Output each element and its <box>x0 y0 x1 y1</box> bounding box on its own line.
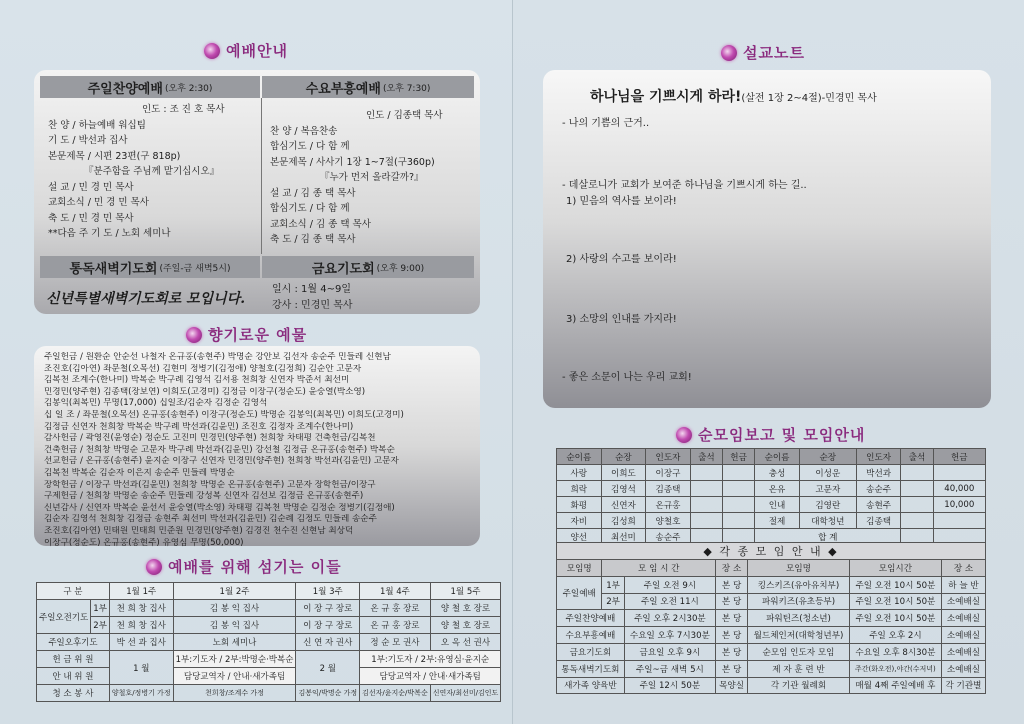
table-row <box>557 497 986 513</box>
table-cell: 1월 1주 <box>109 583 173 600</box>
offering-list <box>44 352 474 549</box>
table-cell: 김성희 <box>601 513 646 529</box>
table-cell: 인도자 <box>646 449 691 465</box>
swirl-icon <box>146 559 162 575</box>
table-cell: 담당교역자 / 안내·새가족팀 <box>173 668 296 685</box>
offering-line: 김정금 신연자 천희창 박복순 박구례 박선과(김윤민) 조진호 김정자 조계수(한나미) <box>44 421 354 432</box>
offering-line: 건축헌금 / 천희창 박명순 고문자 박구례 박선과(김윤민) 강선철 김정금 온규홍(송현주) 박복순 <box>44 444 395 455</box>
sermon-point: - 나의 기쁨의 근거.. <box>562 118 650 129</box>
table-cell: 모 임 시 간 <box>602 560 716 577</box>
table-cell <box>901 481 933 497</box>
offering-line: 감사헌금 / 곽영진(윤영순) 정순도 고진미 민경민(양주현) 천희창 차태평 건축헌금/김복천 <box>44 433 376 444</box>
table-cell: 파워키즈(유초등부) <box>748 593 850 610</box>
table-cell: 주일오전기도 <box>37 600 91 634</box>
table-cell <box>723 513 755 529</box>
table-cell: 김선자/윤지순/박복순 <box>360 685 431 702</box>
table-cell: 천희창/조계수 가정 <box>173 685 296 702</box>
table-cell: 김 봉 익 집사 <box>173 617 296 634</box>
table-cell: 수요일 오후 7시30분 <box>624 627 715 644</box>
table-cell: 신연자/최선미/김인도 <box>430 685 501 702</box>
table-row <box>37 685 501 702</box>
table-cell: 수요일 오후 8시30분 <box>849 643 941 660</box>
sermon-point: 1) 믿음의 역사를 보이라! <box>566 196 677 207</box>
table-cell <box>723 465 755 481</box>
servers-section-title: 예배를 위해 섬기는 이들 <box>146 556 342 577</box>
sunday-worship-header: 주일찬양예배 (오후 2:30) <box>40 76 260 98</box>
table-cell: 이장구 <box>646 465 691 481</box>
table-cell: 40,000 <box>933 481 985 497</box>
table-cell <box>933 513 985 529</box>
table-cell: 금요기도회 <box>557 643 625 660</box>
table-cell: 담당교역자 / 안내·새가족팀 <box>360 668 501 685</box>
table-row <box>557 660 986 677</box>
groups-section-title: 순모임보고 및 모임안내 <box>676 424 865 445</box>
table-cell: 본 당 <box>716 593 748 610</box>
table-row <box>557 593 986 610</box>
table-cell: 본 당 <box>716 627 748 644</box>
table-cell: 인도자 <box>856 449 901 465</box>
table-cell: 주일예배 <box>557 576 602 610</box>
offering-line: 구제헌금 / 천희창 박명순 송순주 민들레 강성복 신연자 김선보 김정금 온규홍(송현주) <box>44 491 364 502</box>
table-cell: 박 선 과 집사 <box>109 634 173 651</box>
table-cell: 대학청년 <box>799 513 856 529</box>
swirl-icon <box>676 427 692 443</box>
table-cell: 온 규 홍 장로 <box>360 600 431 617</box>
table-cell: 주일 오전 10시 50분 <box>849 593 941 610</box>
table-cell <box>901 513 933 529</box>
table-cell: 신 연 자 권사 <box>296 634 360 651</box>
table-cell: 1월 3주 <box>296 583 360 600</box>
table-cell: 킹스키즈(유아유치부) <box>748 576 850 593</box>
offering-line: 십 일 조 / 좌문철(오목선) 온규홍(송현주) 이장구(정순도) 박명순 김봉익(최복민) 이희도(고경미) <box>44 409 404 420</box>
table-cell: 본 당 <box>716 576 748 593</box>
table-cell: 1 월 <box>109 651 173 685</box>
table-cell: 절제 <box>755 513 800 529</box>
offering-line: 김순자 김영석 천희창 김정금 송현주 최선미 박선과(김윤민) 김순례 김정도 민들레 송순주 <box>44 514 377 525</box>
table-cell: 각 기관별 <box>941 677 985 694</box>
servers-table <box>36 582 501 702</box>
wednesday-worship-order: 인도 / 김종택 목사 찬 양 / 복음찬송 합심기도 / 다 함 께 본문제목 / 사사기 1장 1~7절(구360p) 『누가 먼저 올라갈까?』 설 교 / 김 종 택 목사 합심기도 / 다 함 께 교회소식 / 김 종 택 목사 축 도 / 김 종 택 목사 <box>270 110 443 245</box>
table-cell: 1부 <box>91 600 110 617</box>
table-cell: 고문자 <box>799 481 856 497</box>
table-cell: 신연자 <box>601 497 646 513</box>
table-cell: 주일오후기도 <box>37 634 110 651</box>
sermon-point: - 좋은 소문이 나는 우리 교회! <box>562 372 692 383</box>
table-cell: 주일찬양예배 <box>557 610 625 627</box>
table-row <box>37 668 501 685</box>
table-cell: 김영란 <box>799 497 856 513</box>
table-cell: 주일 오후 2시 <box>849 627 941 644</box>
table-cell: 주간(화오전),야간(수저녁) <box>849 660 941 677</box>
table-cell: 천 희 창 집사 <box>109 617 173 634</box>
table-cell: 청 소 봉 사 <box>37 685 110 702</box>
table-cell: 월드체인저(대학청년부) <box>748 627 850 644</box>
offering-line: 민경민(양주현) 김종택(장보연) 이희도(고경미) 김정금 이장구(정순도) 윤숭열(박소영) <box>44 386 366 397</box>
table-cell: 인내 <box>755 497 800 513</box>
table-cell: 출석 <box>901 449 933 465</box>
dawn-prayer-header: 통독새벽기도회 (주일-금 새벽5시) <box>40 256 260 278</box>
table-cell: 자비 <box>557 513 602 529</box>
table-cell: 온규홍 <box>646 497 691 513</box>
table-cell: 파워틴즈(청소년) <box>748 610 850 627</box>
table-cell: 1월 4주 <box>360 583 431 600</box>
table-row <box>557 610 986 627</box>
swirl-icon <box>721 45 737 61</box>
table-cell: 매월 4째 주일예배 후 <box>849 677 941 694</box>
table-cell: 하 늘 반 <box>941 576 985 593</box>
table-cell: 주일 오전 9시 <box>624 576 715 593</box>
table-cell: 2부 <box>602 593 624 610</box>
friday-prayer-header: 금요기도회 (오후 9:00) <box>262 256 474 278</box>
table-cell: 2부 <box>91 617 110 634</box>
table-cell: 순이름 <box>557 449 602 465</box>
table-cell: 합 계 <box>755 529 901 545</box>
table-cell: 소예배실 <box>941 610 985 627</box>
table-cell: 1부 <box>602 576 624 593</box>
sermon-title: 하나님을 기쁘시게 하라!(살전 1장 2~4절)-민경민 목사 <box>590 89 877 105</box>
table-cell: 최선미 <box>601 529 646 545</box>
table-cell: 안 내 위 원 <box>37 668 110 685</box>
offering-line: 선교헌금 / 온규홍(송현주) 윤지순 이장구 신연자 민경민(양주현) 천희창 박선과(김윤민) 고문자 <box>44 456 399 467</box>
sermon-point: 3) 소망의 인내를 가지라! <box>566 314 677 325</box>
table-cell: 이희도 <box>601 465 646 481</box>
offering-section-title: 향기로운 예물 <box>186 324 307 345</box>
table-cell: 순장 <box>601 449 646 465</box>
swirl-icon <box>204 43 220 59</box>
offering-line: 조진호(김아연) 민태원 민태희 민준원 민경민(양주현) 김경진 천수진 신현남 최상덕 <box>44 525 354 536</box>
table-cell: 새가족 양육반 <box>557 677 625 694</box>
table-cell: 수요부흥예배 <box>557 627 625 644</box>
table-cell: 10,000 <box>933 497 985 513</box>
table-cell: 이성운 <box>799 465 856 481</box>
wednesday-worship-header: 수요부흥예배 (오후 7:30) <box>262 76 474 98</box>
table-row <box>557 465 986 481</box>
offering-line: 주일헌금 / 원환순 안순선 나철자 온규홍(송현주) 박명순 강안보 김선자 송순주 민들레 신현남 <box>44 352 391 362</box>
offering-line: 김봉익(최복민) 무명(17,000) 십일조/김순자 김정순 김영석 <box>44 398 268 409</box>
table-cell: 헌금 <box>933 449 985 465</box>
table-cell: 1부:기도자 / 2부:유영심·윤지순 <box>360 651 501 668</box>
table-cell: 송현주 <box>856 497 901 513</box>
table-cell: 소예배실 <box>941 643 985 660</box>
table-cell: 양철호/정병기 가정 <box>109 685 173 702</box>
table-cell: 김봉익/박명순 가정 <box>296 685 360 702</box>
table-row <box>557 576 986 593</box>
table-cell <box>723 497 755 513</box>
offering-line: 신년감사 / 신연자 박복순 윤선서 윤숭열(박소영) 차태평 김복천 박명순 김정순 정병기(김정애) <box>44 502 395 513</box>
table-cell: 충성 <box>755 465 800 481</box>
table-cell: 제 자 훈 련 반 <box>748 660 850 677</box>
table-cell: 송순주 <box>856 481 901 497</box>
table-cell: 양선 <box>557 529 602 545</box>
table-cell: 모임명 <box>557 560 602 577</box>
table-cell: 순모임 인도자 모임 <box>748 643 850 660</box>
table-cell: 소예배실 <box>941 593 985 610</box>
table-row <box>557 481 986 497</box>
table-cell <box>690 465 722 481</box>
table-cell: 주일 오전 10시 50분 <box>849 576 941 593</box>
table-row <box>37 600 501 617</box>
sermon-point: 2) 사랑의 수고를 보이라! <box>566 254 677 265</box>
table-cell: 소예배실 <box>941 627 985 644</box>
table-cell: 장 소 <box>941 560 985 577</box>
table-cell: 김종택 <box>856 513 901 529</box>
table-cell: 정 순 모 권사 <box>360 634 431 651</box>
meetings-title: ◆ 각 종 모 임 안 내 ◆ <box>557 543 986 560</box>
table-cell <box>723 481 755 497</box>
swirl-icon <box>186 327 202 343</box>
table-cell: 순이름 <box>755 449 800 465</box>
table-cell: 금요일 오후 9시 <box>624 643 715 660</box>
sermon-point: - 데살로니가 교회가 보여준 하나님을 기쁘시게 하는 길.. <box>562 180 807 191</box>
table-cell: 이 장 구 장로 <box>296 617 360 634</box>
offering-line: 조진호(김아연) 좌문철(오목선) 김현미 정병기(김정애) 양철호(김정희) 김순안 고문자 <box>44 363 362 374</box>
table-cell: 본 당 <box>716 610 748 627</box>
table-row <box>37 634 501 651</box>
divider <box>261 98 262 254</box>
table-cell: 각 기관 월례회 <box>748 677 850 694</box>
meetings-table <box>556 542 986 694</box>
small-group-table <box>556 448 986 545</box>
table-cell: 이 장 구 장로 <box>296 600 360 617</box>
table-cell: 양 철 호 장로 <box>430 600 501 617</box>
table-cell: 천 희 창 집사 <box>109 600 173 617</box>
sermon-section-title: 설교노트 <box>721 42 805 63</box>
table-cell: 양 철 호 장로 <box>430 617 501 634</box>
table-cell <box>933 465 985 481</box>
table-cell <box>690 497 722 513</box>
table-cell: 1월 2주 <box>173 583 296 600</box>
table-cell: 송순주 <box>646 529 691 545</box>
table-cell: 주일 12시 50분 <box>624 677 715 694</box>
table-cell: 2 월 <box>296 651 360 685</box>
table-cell: 주일~금 새벽 5시 <box>624 660 715 677</box>
table-cell: 노회 세미나 <box>173 634 296 651</box>
table-cell: 양철호 <box>646 513 691 529</box>
dawn-prayer-note: 신년특별새벽기도회로 모입니다. <box>46 291 246 307</box>
offering-line: 장학헌금 / 이장구 박선과(김윤민) 천희창 박명순 온규홍(송현주) 고문자 장학헌금/이장구 <box>44 479 376 490</box>
table-cell: 1월 5주 <box>430 583 501 600</box>
table-cell <box>901 465 933 481</box>
table-row <box>37 617 501 634</box>
offering-line: 김복천 조계수(한나미) 박복순 박구례 김영석 김서용 천희창 신연자 박준서 최선미 <box>44 375 350 386</box>
worship-section-title: 예배안내 <box>204 40 288 61</box>
table-cell: 헌금 <box>723 449 755 465</box>
table-cell: 본 당 <box>716 660 748 677</box>
table-row <box>557 643 986 660</box>
table-cell: 주일 오전 11시 <box>624 593 715 610</box>
friday-prayer-details: 일시 : 1월 4~9일 강사 : 민경민 목사 <box>272 284 353 311</box>
table-cell <box>690 481 722 497</box>
table-cell: 목양실 <box>716 677 748 694</box>
table-row <box>557 627 986 644</box>
table-cell: 통독새벽기도회 <box>557 660 625 677</box>
table-cell: 장 소 <box>716 560 748 577</box>
table-cell: 희락 <box>557 481 602 497</box>
table-cell: 화평 <box>557 497 602 513</box>
table-cell <box>901 497 933 513</box>
table-cell: 온 규 홍 장로 <box>360 617 431 634</box>
table-cell: 순장 <box>799 449 856 465</box>
table-row <box>557 677 986 694</box>
table-cell: 본 당 <box>716 643 748 660</box>
table-cell: 김영석 <box>601 481 646 497</box>
table-cell: 온유 <box>755 481 800 497</box>
table-cell: 모임명 <box>748 560 850 577</box>
table-row <box>557 513 986 529</box>
table-cell: 오 옥 선 권사 <box>430 634 501 651</box>
table-cell: 김종택 <box>646 481 691 497</box>
table-cell: 출석 <box>690 449 722 465</box>
table-row <box>37 651 501 668</box>
table-cell: 주일 오후 2시30분 <box>624 610 715 627</box>
offering-line: 이장구(정순도) 온규홍(송현주) 유영심 무명(50,000) <box>44 537 244 548</box>
table-cell: 소예배실 <box>941 660 985 677</box>
table-cell: 주일 오전 10시 50분 <box>849 610 941 627</box>
table-cell: 헌 금 위 원 <box>37 651 110 668</box>
table-cell: 모임시간 <box>849 560 941 577</box>
table-cell <box>690 513 722 529</box>
table-cell: 김 봉 익 집사 <box>173 600 296 617</box>
sunday-worship-order: 인도 : 조 진 호 목사 찬 양 / 하늘예배 워십팀 기 도 / 박선과 집사 본문제목 / 시편 23편(구 818p) 『분주함을 주님께 맡기십시오』 설 교 / 민 경 민 목사 교회소식 / 민 경 민 목사 축 도 / 민 경 민 목사 **다음 주 기 도 / 노회 세미나 <box>48 104 225 239</box>
offering-line: 김복천 박복순 김순자 이은지 송순주 민들레 박명순 <box>44 467 235 478</box>
table-cell: 사랑 <box>557 465 602 481</box>
worship-box <box>34 70 480 314</box>
table-cell: 박선과 <box>856 465 901 481</box>
table-cell: 구 분 <box>37 583 110 600</box>
table-cell: 1부:기도자 / 2부:박명순·박복순 <box>173 651 296 668</box>
